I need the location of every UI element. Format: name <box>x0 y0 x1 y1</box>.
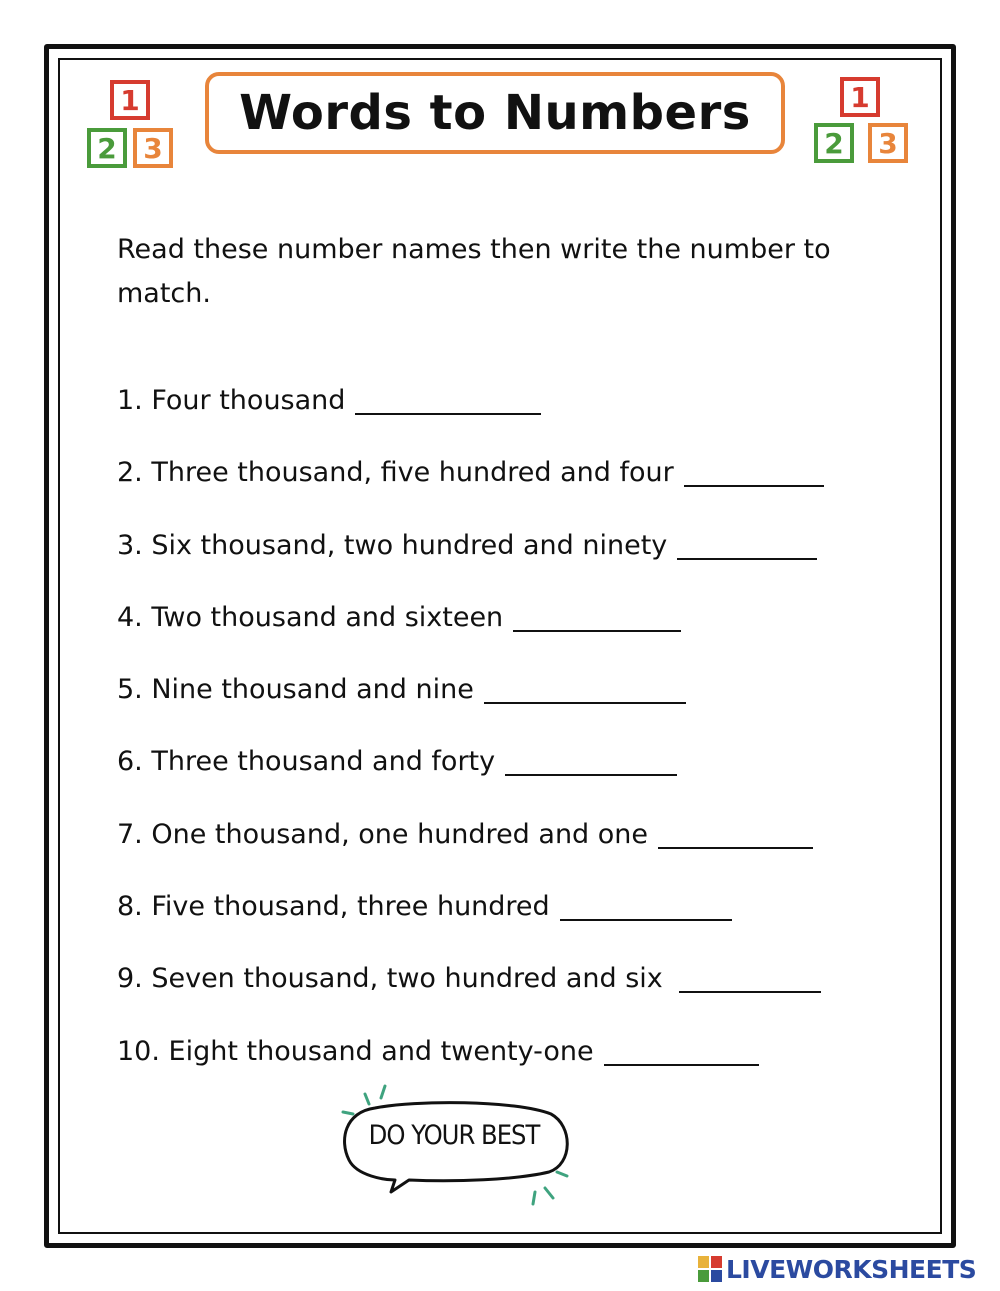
block-icon-1 <box>840 77 880 117</box>
logo-text: LIVEWORKSHEETS <box>726 1254 977 1284</box>
question-item <box>117 375 917 447</box>
liveworksheets-logo-icon <box>698 1256 722 1282</box>
question-text: 8. Five thousand, three hundred <box>117 891 550 923</box>
block-label: 1 <box>120 83 140 117</box>
question-item <box>117 447 917 519</box>
question-text: 5. Nine thousand and nine <box>117 674 474 706</box>
question-text: 3. Six thousand, two hundred and ninety <box>117 529 668 561</box>
do-your-best-bubble <box>335 1080 575 1210</box>
question-text: 4. Two thousand and sixteen <box>117 601 504 633</box>
question-item <box>117 736 917 808</box>
answer-blank[interactable] <box>679 953 821 993</box>
block-label: 2 <box>97 131 117 165</box>
answer-blank[interactable] <box>484 664 686 704</box>
instructions: Read these number names then write the number to match. <box>117 234 831 309</box>
block-icon-3 <box>868 123 908 163</box>
block-icon-1 <box>110 80 150 120</box>
answer-blank[interactable] <box>505 736 677 776</box>
block-icon-3 <box>133 128 173 168</box>
answer-blank[interactable] <box>604 1026 759 1066</box>
bubble-text: DO YOUR BEST <box>368 1120 540 1151</box>
question-text: 9. Seven thousand, two hundred and six <box>117 963 663 995</box>
question-item <box>117 520 917 592</box>
question-list <box>117 375 917 1098</box>
block-icon-2 <box>814 123 854 163</box>
answer-blank[interactable] <box>684 447 824 487</box>
question-item <box>117 881 917 953</box>
question-text: 10. Eight thousand and twenty-one <box>117 1035 594 1067</box>
block-label: 3 <box>878 126 898 160</box>
block-label: 1 <box>850 80 870 114</box>
answer-blank[interactable] <box>355 375 541 415</box>
question-item <box>117 953 917 1025</box>
liveworksheets-logo[interactable] <box>698 1252 976 1286</box>
question-text: 1. Four thousand <box>117 385 346 416</box>
block-icon-2 <box>87 128 127 168</box>
number-blocks-left <box>85 78 185 173</box>
question-text: 2. Three thousand, five hundred and four <box>117 457 674 489</box>
question-item <box>117 664 917 736</box>
question-item <box>117 809 917 881</box>
question-text: 6. Three thousand and forty <box>117 746 496 778</box>
answer-blank[interactable] <box>513 592 681 632</box>
block-label: 2 <box>824 126 844 160</box>
question-item <box>117 592 917 664</box>
question-text: 7. One thousand, one hundred and one <box>117 818 649 850</box>
page-title: Words to Numbers <box>239 85 751 141</box>
number-blocks-right <box>812 75 912 170</box>
answer-blank[interactable] <box>560 881 732 921</box>
answer-blank[interactable] <box>677 520 817 560</box>
answer-blank[interactable] <box>658 809 813 849</box>
title-box <box>205 72 785 154</box>
block-label: 3 <box>143 131 163 165</box>
